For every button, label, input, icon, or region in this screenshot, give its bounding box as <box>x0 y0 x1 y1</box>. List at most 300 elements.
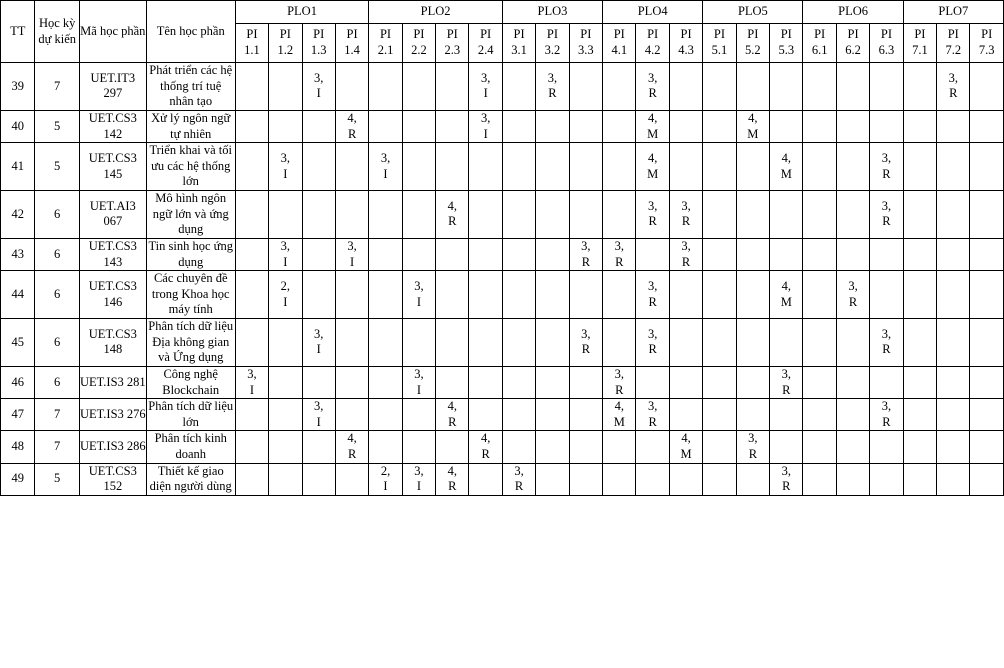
cell-tt: 49 <box>1 463 35 495</box>
table-body <box>1 63 1004 496</box>
cell-tt: 45 <box>1 319 35 367</box>
cell-hoc-ky: 5 <box>35 110 80 142</box>
cell-pi-value <box>603 191 636 239</box>
cell-pi-value <box>970 319 1004 367</box>
cell-hoc-ky: 6 <box>35 271 80 319</box>
cell-pi-value <box>736 143 769 191</box>
cell-ten-hoc-phan: Công nghệ Blockchain <box>146 366 235 398</box>
cell-pi-value <box>235 463 268 495</box>
cell-pi-value <box>937 463 970 495</box>
cell-pi-value <box>335 319 368 367</box>
cell-pi-value <box>903 399 936 431</box>
cell-hoc-ky: 5 <box>35 143 80 191</box>
cell-pi-value <box>836 431 869 463</box>
cell-pi-value <box>703 191 736 239</box>
cell-pi-value <box>469 366 502 398</box>
cell-pi-value: 4, R <box>469 431 502 463</box>
cell-pi-value <box>803 238 836 270</box>
plo-group-header-1: PLO1 <box>235 1 369 24</box>
cell-pi-value <box>469 143 502 191</box>
cell-hoc-ky: 5 <box>35 463 80 495</box>
cell-pi-value <box>669 399 702 431</box>
cell-pi-value: 3, R <box>770 463 803 495</box>
cell-pi-value: 3, R <box>870 143 903 191</box>
cell-pi-value <box>436 238 469 270</box>
cell-pi-value: 3, R <box>502 463 535 495</box>
cell-pi-value <box>402 319 435 367</box>
cell-pi-value: 3, R <box>636 191 669 239</box>
cell-pi-value <box>402 110 435 142</box>
cell-ten-hoc-phan: Phát triển các hệ thống trí tuệ nhân tạo <box>146 63 235 111</box>
cell-pi-value: 4, R <box>335 110 368 142</box>
cell-pi-value: 3, R <box>603 238 636 270</box>
cell-pi-value <box>235 238 268 270</box>
cell-pi-value <box>736 463 769 495</box>
cell-pi-value <box>502 399 535 431</box>
cell-pi-value <box>569 271 602 319</box>
cell-pi-value: 4, M <box>669 431 702 463</box>
cell-pi-value <box>870 63 903 111</box>
cell-pi-value <box>703 238 736 270</box>
table-row <box>1 238 1004 270</box>
plo-group-header-7: PLO7 <box>903 1 1003 24</box>
cell-pi-value <box>669 366 702 398</box>
cell-pi-value <box>870 110 903 142</box>
cell-pi-value: 3, R <box>536 63 569 111</box>
cell-pi-value <box>836 110 869 142</box>
cell-pi-value <box>536 271 569 319</box>
cell-pi-value <box>937 143 970 191</box>
cell-pi-value <box>436 143 469 191</box>
cell-ma-hoc-phan: UET.CS3 146 <box>79 271 146 319</box>
cell-pi-value <box>369 63 402 111</box>
column-header-pi-pi-7-2: PI 7.2 <box>937 24 970 63</box>
cell-pi-value <box>770 431 803 463</box>
cell-pi-value <box>302 271 335 319</box>
column-header-hoc-ky: Học kỳ dự kiến <box>35 1 80 63</box>
cell-pi-value <box>402 191 435 239</box>
cell-pi-value <box>569 110 602 142</box>
cell-pi-value <box>235 191 268 239</box>
cell-pi-value <box>369 319 402 367</box>
cell-pi-value: 3, I <box>302 63 335 111</box>
cell-pi-value <box>269 366 302 398</box>
plo-group-header-6: PLO6 <box>803 1 903 24</box>
cell-pi-value <box>369 238 402 270</box>
cell-pi-value: 3, R <box>836 271 869 319</box>
cell-pi-value: 3, I <box>302 319 335 367</box>
cell-pi-value <box>335 271 368 319</box>
cell-pi-value <box>402 63 435 111</box>
cell-pi-value <box>569 463 602 495</box>
cell-pi-value: 3, R <box>603 366 636 398</box>
cell-tt: 40 <box>1 110 35 142</box>
cell-pi-value <box>803 110 836 142</box>
cell-hoc-ky: 7 <box>35 63 80 111</box>
cell-pi-value <box>502 143 535 191</box>
cell-pi-value <box>536 431 569 463</box>
cell-pi-value <box>469 319 502 367</box>
cell-pi-value <box>970 110 1004 142</box>
column-header-pi-pi-3-2: PI 3.2 <box>536 24 569 63</box>
table-row <box>1 366 1004 398</box>
cell-pi-value: 3, I <box>402 271 435 319</box>
cell-pi-value <box>970 143 1004 191</box>
cell-pi-value: 3, I <box>302 399 335 431</box>
column-header-pi-pi-2-3: PI 2.3 <box>436 24 469 63</box>
cell-pi-value <box>502 63 535 111</box>
cell-pi-value <box>937 366 970 398</box>
table-row <box>1 191 1004 239</box>
cell-pi-value <box>302 463 335 495</box>
cell-pi-value <box>770 238 803 270</box>
cell-pi-value <box>436 63 469 111</box>
cell-pi-value <box>402 143 435 191</box>
cell-pi-value <box>703 463 736 495</box>
cell-ma-hoc-phan: UET.IS3 286 <box>79 431 146 463</box>
column-header-pi-pi-1-1: PI 1.1 <box>235 24 268 63</box>
cell-pi-value: 3, R <box>937 63 970 111</box>
cell-pi-value <box>269 399 302 431</box>
column-header-pi-pi-4-2: PI 4.2 <box>636 24 669 63</box>
cell-pi-value <box>302 366 335 398</box>
cell-hoc-ky: 6 <box>35 366 80 398</box>
column-header-pi-pi-4-3: PI 4.3 <box>669 24 702 63</box>
cell-pi-value <box>636 431 669 463</box>
column-header-pi-pi-5-2: PI 5.2 <box>736 24 769 63</box>
cell-ma-hoc-phan: UET.AI3 067 <box>79 191 146 239</box>
column-header-pi-pi-2-4: PI 2.4 <box>469 24 502 63</box>
cell-pi-value <box>302 431 335 463</box>
cell-pi-value <box>937 191 970 239</box>
cell-pi-value <box>736 399 769 431</box>
cell-pi-value <box>970 63 1004 111</box>
cell-pi-value <box>636 366 669 398</box>
column-header-pi-pi-5-3: PI 5.3 <box>770 24 803 63</box>
cell-tt: 48 <box>1 431 35 463</box>
cell-pi-value <box>703 143 736 191</box>
cell-pi-value <box>302 143 335 191</box>
cell-tt: 42 <box>1 191 35 239</box>
cell-pi-value <box>636 238 669 270</box>
cell-pi-value <box>603 319 636 367</box>
column-header-pi-pi-7-1: PI 7.1 <box>903 24 936 63</box>
cell-pi-value <box>803 319 836 367</box>
cell-pi-value <box>335 399 368 431</box>
cell-hoc-ky: 7 <box>35 399 80 431</box>
cell-pi-value <box>369 366 402 398</box>
cell-pi-value <box>402 399 435 431</box>
header-group-row <box>1 1 1004 24</box>
cell-pi-value <box>569 366 602 398</box>
cell-pi-value <box>603 463 636 495</box>
cell-pi-value <box>703 110 736 142</box>
cell-pi-value: 4, M <box>603 399 636 431</box>
cell-pi-value <box>235 143 268 191</box>
cell-hoc-ky: 6 <box>35 191 80 239</box>
column-header-ten-hoc-phan: Tên học phần <box>146 1 235 63</box>
column-header-pi-pi-1-3: PI 1.3 <box>302 24 335 63</box>
cell-pi-value <box>636 463 669 495</box>
cell-pi-value <box>903 238 936 270</box>
cell-pi-value: 3, R <box>636 63 669 111</box>
cell-ten-hoc-phan: Các chuyên đề trong Khoa học máy tính <box>146 271 235 319</box>
cell-pi-value <box>335 63 368 111</box>
cell-pi-value: 3, R <box>569 319 602 367</box>
cell-pi-value <box>903 110 936 142</box>
cell-pi-value: 3, R <box>669 238 702 270</box>
cell-pi-value: 3, I <box>235 366 268 398</box>
cell-pi-value: 3, I <box>335 238 368 270</box>
cell-pi-value: 4, M <box>636 143 669 191</box>
cell-pi-value <box>235 271 268 319</box>
cell-pi-value: 3, R <box>870 399 903 431</box>
cell-pi-value: 3, R <box>636 399 669 431</box>
plo-group-header-4: PLO4 <box>603 1 703 24</box>
cell-pi-value <box>669 143 702 191</box>
cell-pi-value <box>235 399 268 431</box>
cell-pi-value <box>269 110 302 142</box>
cell-pi-value <box>603 63 636 111</box>
table-row <box>1 63 1004 111</box>
cell-pi-value <box>870 463 903 495</box>
column-header-pi-pi-2-1: PI 2.1 <box>369 24 402 63</box>
cell-ma-hoc-phan: UET.CS3 152 <box>79 463 146 495</box>
cell-pi-value <box>502 366 535 398</box>
table-row <box>1 271 1004 319</box>
cell-pi-value <box>469 399 502 431</box>
cell-pi-value <box>703 431 736 463</box>
column-header-pi-pi-6-2: PI 6.2 <box>836 24 869 63</box>
cell-pi-value: 4, M <box>770 143 803 191</box>
cell-pi-value <box>836 63 869 111</box>
cell-pi-value <box>603 271 636 319</box>
cell-ma-hoc-phan: UET.IS3 276 <box>79 399 146 431</box>
cell-pi-value <box>536 366 569 398</box>
cell-pi-value <box>803 63 836 111</box>
cell-pi-value <box>536 319 569 367</box>
cell-pi-value <box>803 191 836 239</box>
cell-pi-value: 3, R <box>569 238 602 270</box>
cell-pi-value <box>235 431 268 463</box>
cell-pi-value <box>836 319 869 367</box>
cell-pi-value <box>536 191 569 239</box>
cell-pi-value: 3, I <box>269 143 302 191</box>
cell-pi-value <box>536 110 569 142</box>
cell-ten-hoc-phan: Mô hình ngôn ngữ lớn và ứng dụng <box>146 191 235 239</box>
cell-hoc-ky: 6 <box>35 238 80 270</box>
cell-pi-value <box>703 366 736 398</box>
cell-pi-value <box>569 63 602 111</box>
cell-pi-value: 3, I <box>402 366 435 398</box>
plo-group-header-2: PLO2 <box>369 1 503 24</box>
cell-pi-value <box>736 63 769 111</box>
cell-pi-value <box>569 399 602 431</box>
table-row <box>1 431 1004 463</box>
cell-pi-value <box>269 191 302 239</box>
table-row <box>1 143 1004 191</box>
cell-pi-value: 4, R <box>436 191 469 239</box>
cell-pi-value <box>436 319 469 367</box>
cell-pi-value: 3, R <box>669 191 702 239</box>
cell-ma-hoc-phan: UET.CS3 143 <box>79 238 146 270</box>
cell-pi-value <box>770 191 803 239</box>
cell-pi-value <box>569 431 602 463</box>
column-header-tt: TT <box>1 1 35 63</box>
table-header <box>1 1 1004 63</box>
cell-pi-value <box>803 143 836 191</box>
cell-pi-value <box>669 110 702 142</box>
cell-pi-value: 3, I <box>402 463 435 495</box>
cell-pi-value <box>703 271 736 319</box>
cell-ma-hoc-phan: UET.CS3 145 <box>79 143 146 191</box>
cell-pi-value: 3, I <box>469 63 502 111</box>
cell-pi-value: 3, R <box>636 319 669 367</box>
cell-pi-value <box>937 238 970 270</box>
column-header-pi-pi-4-1: PI 4.1 <box>603 24 636 63</box>
cell-pi-value <box>903 143 936 191</box>
cell-ten-hoc-phan: Phân tích dữ liệu Địa không gian và Ứng dụng <box>146 319 235 367</box>
column-header-pi-pi-3-1: PI 3.1 <box>502 24 535 63</box>
cell-pi-value: 4, R <box>436 463 469 495</box>
cell-ten-hoc-phan: Tin sinh học ứng dụng <box>146 238 235 270</box>
cell-pi-value: 3, R <box>736 431 769 463</box>
cell-tt: 44 <box>1 271 35 319</box>
cell-ma-hoc-phan: UET.CS3 142 <box>79 110 146 142</box>
cell-pi-value <box>469 238 502 270</box>
cell-pi-value <box>870 431 903 463</box>
table-row <box>1 463 1004 495</box>
cell-pi-value <box>502 319 535 367</box>
cell-tt: 39 <box>1 63 35 111</box>
cell-pi-value <box>703 319 736 367</box>
column-header-pi-pi-1-4: PI 1.4 <box>335 24 368 63</box>
cell-ten-hoc-phan: Thiết kế giao diện người dùng <box>146 463 235 495</box>
cell-pi-value <box>669 63 702 111</box>
cell-pi-value <box>770 399 803 431</box>
cell-ma-hoc-phan: UET.CS3 148 <box>79 319 146 367</box>
cell-pi-value <box>903 271 936 319</box>
cell-pi-value <box>469 271 502 319</box>
cell-pi-value <box>736 191 769 239</box>
cell-pi-value <box>235 63 268 111</box>
cell-pi-value <box>569 143 602 191</box>
cell-pi-value: 4, M <box>736 110 769 142</box>
cell-pi-value <box>302 191 335 239</box>
cell-pi-value: 3, R <box>870 191 903 239</box>
cell-pi-value: 2, I <box>369 463 402 495</box>
column-header-pi-pi-1-2: PI 1.2 <box>269 24 302 63</box>
cell-pi-value <box>970 431 1004 463</box>
cell-pi-value <box>903 191 936 239</box>
cell-pi-value <box>836 238 869 270</box>
cell-pi-value <box>903 63 936 111</box>
cell-pi-value <box>903 431 936 463</box>
cell-pi-value <box>269 319 302 367</box>
cell-hoc-ky: 6 <box>35 319 80 367</box>
cell-pi-value <box>502 110 535 142</box>
column-header-ma-hoc-phan: Mã học phần <box>79 1 146 63</box>
cell-pi-value <box>502 431 535 463</box>
cell-ma-hoc-phan: UET.IT3 297 <box>79 63 146 111</box>
cell-pi-value <box>436 431 469 463</box>
cell-pi-value: 4, M <box>636 110 669 142</box>
cell-pi-value <box>836 399 869 431</box>
cell-pi-value <box>335 366 368 398</box>
cell-pi-value <box>903 463 936 495</box>
cell-pi-value <box>669 319 702 367</box>
cell-pi-value <box>803 463 836 495</box>
cell-pi-value <box>369 399 402 431</box>
cell-pi-value <box>736 238 769 270</box>
plo-group-header-3: PLO3 <box>502 1 602 24</box>
cell-pi-value <box>569 191 602 239</box>
cell-pi-value <box>369 271 402 319</box>
cell-tt: 43 <box>1 238 35 270</box>
cell-pi-value <box>736 319 769 367</box>
cell-pi-value <box>937 431 970 463</box>
cell-pi-value: 3, I <box>269 238 302 270</box>
cell-pi-value <box>402 431 435 463</box>
cell-pi-value: 3, I <box>469 110 502 142</box>
cell-pi-value <box>369 110 402 142</box>
cell-pi-value <box>970 271 1004 319</box>
cell-pi-value: 3, R <box>770 366 803 398</box>
cell-pi-value <box>836 463 869 495</box>
cell-ten-hoc-phan: Phân tích kinh doanh <box>146 431 235 463</box>
column-header-pi-pi-6-1: PI 6.1 <box>803 24 836 63</box>
cell-pi-value <box>469 463 502 495</box>
column-header-pi-pi-5-1: PI 5.1 <box>703 24 736 63</box>
cell-pi-value <box>669 271 702 319</box>
column-header-pi-pi-2-2: PI 2.2 <box>402 24 435 63</box>
cell-pi-value <box>970 238 1004 270</box>
cell-pi-value <box>937 110 970 142</box>
cell-pi-value <box>536 238 569 270</box>
cell-pi-value <box>436 366 469 398</box>
cell-pi-value <box>335 143 368 191</box>
table-row <box>1 399 1004 431</box>
cell-pi-value <box>335 463 368 495</box>
cell-pi-value: 4, M <box>770 271 803 319</box>
cell-pi-value <box>803 366 836 398</box>
cell-pi-value: 4, R <box>335 431 368 463</box>
cell-pi-value <box>436 271 469 319</box>
cell-pi-value <box>836 143 869 191</box>
cell-pi-value <box>369 431 402 463</box>
cell-pi-value <box>302 238 335 270</box>
cell-pi-value <box>603 431 636 463</box>
cell-pi-value <box>770 63 803 111</box>
cell-pi-value <box>603 143 636 191</box>
cell-pi-value <box>970 463 1004 495</box>
cell-pi-value: 4, R <box>436 399 469 431</box>
cell-pi-value <box>870 271 903 319</box>
cell-pi-value <box>235 319 268 367</box>
table-row <box>1 319 1004 367</box>
cell-pi-value <box>937 399 970 431</box>
cell-pi-value <box>502 238 535 270</box>
cell-pi-value <box>369 191 402 239</box>
cell-pi-value <box>803 271 836 319</box>
cell-pi-value <box>269 463 302 495</box>
cell-pi-value: 3, I <box>369 143 402 191</box>
plo-group-header-5: PLO5 <box>703 1 803 24</box>
column-header-pi-pi-6-3: PI 6.3 <box>870 24 903 63</box>
cell-pi-value <box>770 110 803 142</box>
cell-pi-value <box>536 463 569 495</box>
cell-pi-value <box>803 399 836 431</box>
